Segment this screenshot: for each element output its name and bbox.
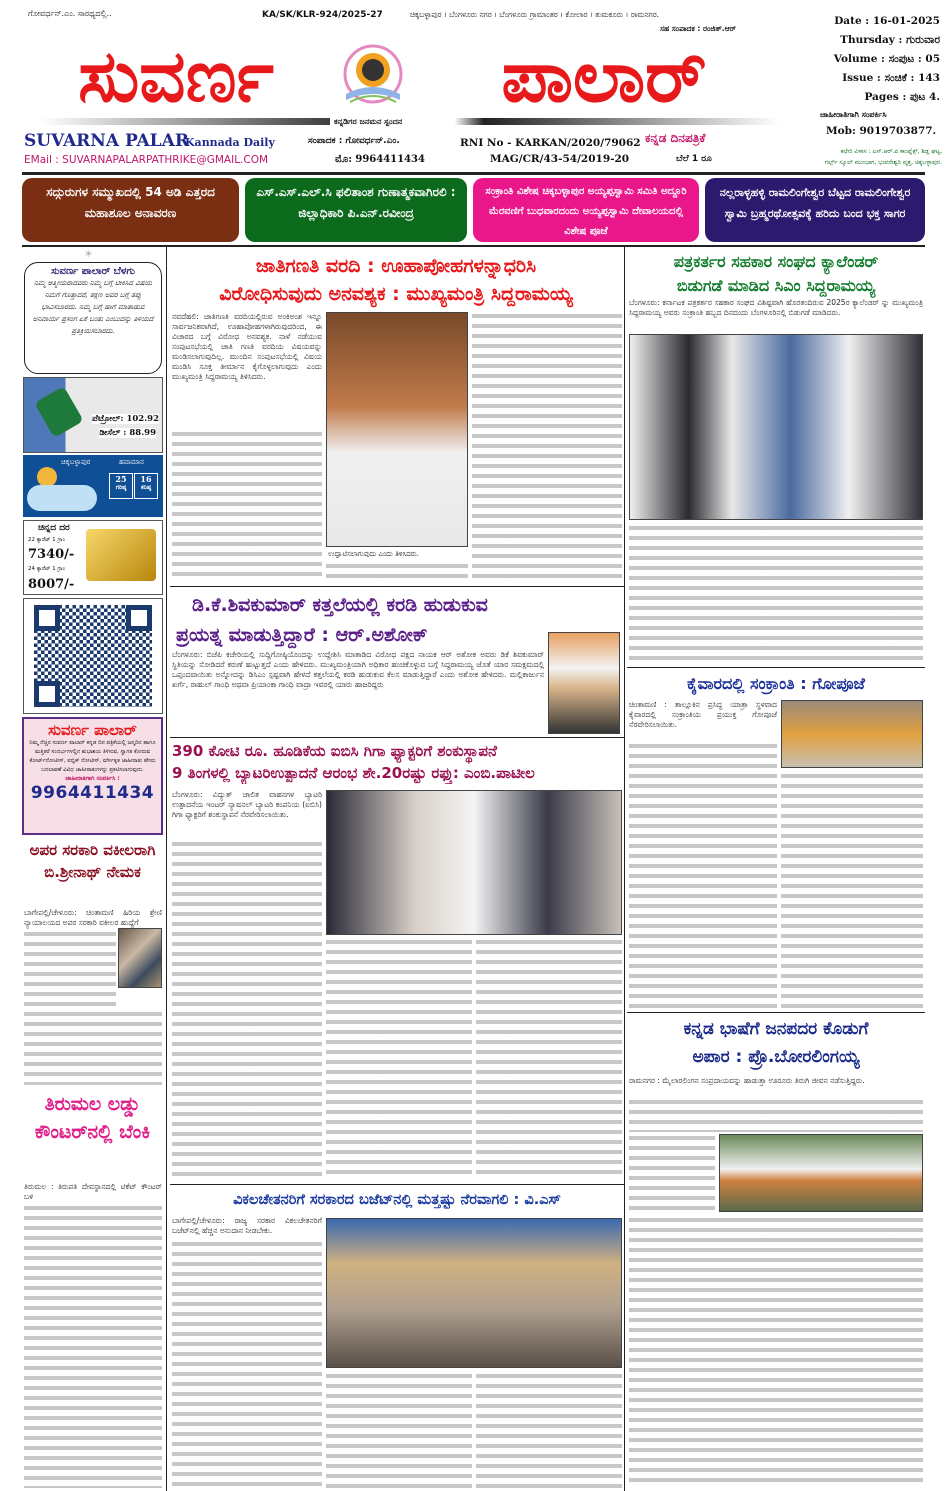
- gold-rate-box: [23, 520, 163, 595]
- article-lede: ನವದೆಹಲಿ: ಜಾತಿಗಣತಿ ವರದಿಯಲ್ಲಿರುವ ಅಂಕಿಅಂಶ ಇನ್ನೂ ಸಾರ್ವಜನಿಕವಾಗಿದೆ, ಊಹಾಪೋಹಗಳಾಗಿರುವುದರಿಂದ, ಈ ವಿಚಾರದ ಬಗ್ಗೆ ವಿರೋಧ ಅನವಶ್ಯಕ. ನಾಳೆ ನಡೆಯುವ ಸಂಪುಟಸಭೆಯಲ್ಲಿ ಜಾತಿ ಗಣತಿ ವರದಿಯ ವಿಷಯವನ್ನು ಮಂಡಿಸಲಾಗುವುದಿಲ್ಲ. ಮುಂದಿನ ಸಂಪುಟಸಭೆಯಲ್ಲಿ ವಿಷಯ ಮಂಡಿಸಿ ಸೂಕ್ತ ತೀರ್ಮಾನ ಕೈಗೊಳ್ಳಲಾಗುವುದು ಎಂದು ಮುಖ್ಯಮಂತ್ರಿ ಸಿದ್ದರಾಮಯ್ಯ ತಿಳಿಸಿದರು.: [172, 312, 322, 381]
- ads-contact-label: ಜಾಹೀರಾತಿಗಾಗಿ ಸಂಪರ್ಕಿಸಿ: [820, 110, 887, 119]
- registration-number: KA/SK/KLR-924/2025-27: [262, 10, 383, 20]
- advertisement-box: [22, 717, 163, 835]
- newspaper-logo: [336, 42, 410, 116]
- article-body-text: [781, 772, 923, 1008]
- article-headline[interactable]: [172, 740, 622, 784]
- article-body-text: [172, 1240, 322, 1488]
- story-body-text: [24, 1204, 162, 1488]
- article-body-text: [629, 1098, 923, 1132]
- divider: [170, 586, 624, 587]
- banner-story-3[interactable]: ಸಂಕ್ರಾಂತಿ ವಿಶೇಷ ಚಿಕ್ಕಬಳ್ಳಾಪುರ ಅಯ್ಯಪ್ಪಸ್ವಾಮಿ ಸಮಿತಿ ಅದ್ದೂರಿ ಮೆರವಣಿಗೆ ಬುಧವಾರದಂದು ಅಯ್ಯಪ್ಪಸ್ವಾಮಿ ದೇವಾಲಯದಲ್ಲಿ ವಿಶೇಷ ಪೂಜೆ: [473, 178, 699, 242]
- gold24-price: 8007/-: [28, 577, 75, 592]
- office-address-2: ಗರ್ಲ್ಸ್ ಸ್ಕೂಲ್ ಮುಂಭಾಗ, ಭುವನೇಶ್ವರಿ ವೃತ್ತ, ಚಿಕ್ಕಬಳ್ಳಾಪುರ.: [824, 159, 942, 166]
- article-body-text: [172, 840, 322, 1180]
- temp-max-value: 25: [115, 474, 127, 484]
- article-lede: ಚಿಂತಾಮಣಿ : ತಾಲ್ಲೂಕಿನ ಪ್ರಸಿದ್ಧ ಯಾತ್ರಾ ಸ್ಥಳವಾದ ಕೈವಾರದಲ್ಲಿ ಸಂಕ್ರಾಂತಿಯ ಪ್ರಯುಕ್ತ ಗೋಪೂಜೆ ನೆರವೇರಿಸಲಾಯಿತು.: [629, 700, 777, 729]
- article-body-text: [476, 1372, 622, 1488]
- temp-max: [109, 473, 133, 499]
- english-name: SUVARNA PALAR: [24, 131, 189, 151]
- article-body-text: [476, 938, 622, 1180]
- headline-line: ಜಾತಿಗಣತಿ ವರದಿ : ಊಹಾಪೋಹಗಳನ್ನಾಧರಿಸಿ: [255, 255, 537, 277]
- temp-max-label: ಗರಿಷ್ಠ: [115, 484, 127, 491]
- banner-story-2[interactable]: ಎಸ್.ಎಸ್.ಎಲ್.ಸಿ ಫಲಿತಾಂಶ ಗುಣಾತ್ಮಕವಾಗಿರಲಿ : ಜಿಲ್ಲಾಧಿಕಾರಿ ಪಿ.ಎನ್.ರವೀಂದ್ರ: [245, 178, 467, 242]
- mag-number: MAG/CR/43-54/2019-20: [490, 153, 630, 165]
- cloud-icon: [27, 485, 97, 511]
- event-photo: [719, 1134, 923, 1212]
- temp-min: [134, 473, 158, 499]
- article-body-text: [629, 524, 923, 664]
- banner-story-1[interactable]: ಸದ್ಗುರುಗಳ ಸಮ್ಮುಖದಲ್ಲಿ 54 ಅಡಿ ಎತ್ತರದ ಮಹಾಶೂಲ ಅನಾವರಣ: [22, 178, 239, 242]
- column-rule: [166, 247, 167, 1491]
- article-lede: ಬೆಂಗಳೂರು: ವಿದ್ಯುತ್ ಚಾಲಿತ ವಾಹನಗಳ ಬ್ಯಾಟರಿ ಉತ್ಪಾದನೆಯ ಇಂಟರ್ ನ್ಯಾಷನಲ್ ಬ್ಯಾಟರಿ ಕಂಪನಿಯ (ಐಬಿಸಿ) ಗಿಗಾ ಫ್ಯಾಕ್ಟರಿಗೆ ಶಂಕುಸ್ಥಾಪನೆ ನೆರವೇರಿಸಲಾಯಿತು.: [172, 790, 322, 819]
- fuel-nozzle-icon: [34, 386, 83, 438]
- masthead-title-right: ಪಾಲಾರ್: [501, 36, 707, 116]
- article-lede: ರಾಮನಗರ : ಮೈಲಾರಲಿಂಗನ ಸಂಪ್ರದಾಯವನ್ನು ಹಾಡುತ್ತಾ ಊರೂರು ತಿರುಗಿ ಜೀವನ ನಡೆಸುತ್ತಿದ್ದರು.: [629, 1076, 865, 1085]
- article-body-text: [326, 938, 472, 1180]
- weather-city: ಚಿಕ್ಕಬಳ್ಳಾಪುರ: [61, 458, 91, 466]
- divider: [22, 245, 925, 247]
- headline-line: ಪತ್ರಕರ್ತರ ಸಹಕಾರ ಸಂಘದ ಕ್ಯಾಲೆಂಡರ್: [673, 252, 879, 271]
- story-body-text: [24, 1010, 162, 1085]
- gold22-label: 22 ಕ್ಯಾರೆಟ್ 1 ಗ್ರಾಂ: [28, 537, 66, 543]
- fuel-price-box: [23, 377, 163, 453]
- article-body-text: [472, 312, 622, 582]
- column-rule: [624, 247, 625, 1491]
- masthead-title-left: ಸುವರ್ಣ: [78, 36, 274, 116]
- article-body-text: [629, 1134, 715, 1214]
- politician-photo: [548, 632, 620, 734]
- temp-min-value: 16: [140, 474, 152, 484]
- patron-line: ಗೋವರ್ಧನ್.ಎಂ. ಸಾರಥ್ಯದಲ್ಲಿ..: [28, 9, 112, 18]
- divider: [170, 1184, 624, 1185]
- headline-line: ಡಿ.ಕೆ.ಶಿವಕುಮಾರ್ ಕತ್ತಲೆಯಲ್ಲಿ ಕರಡಿ ಹುಡುಕುವ: [192, 594, 488, 616]
- quote-box: [24, 262, 162, 374]
- portrait-photo: [118, 928, 162, 988]
- quote-title: ಸುವರ್ಣ ಪಾಲಾರ್ ಬೆಳಗು: [51, 266, 135, 277]
- email: EMail : SUVARNAPALARPATHRIKE@GMAIL.COM: [24, 154, 269, 166]
- article-body-text: [326, 562, 468, 582]
- lead-headline[interactable]: [170, 252, 622, 308]
- photo-caption: ಉದ್ಘಾಟಿಸಲಾಗುವುದು ಎಂದು ತಿಳಿಸಿದರು.: [328, 550, 419, 558]
- divider: [627, 1012, 925, 1013]
- chief-minister-photo: [326, 312, 468, 547]
- ad-phone: 9964411434: [30, 783, 155, 803]
- divider: [627, 667, 925, 668]
- story-headline[interactable]: ತಿರುಮಲ ಲಡ್ಡು ಕೌಂಟರ್‌ನಲ್ಲಿ ಬೆಂಕಿ: [34, 1093, 151, 1143]
- issue-info: [800, 12, 940, 107]
- article-body-text: [172, 430, 322, 580]
- english-subtitle: Kannada Daily: [185, 136, 275, 149]
- divider: [170, 737, 624, 738]
- quote-text: ನಿಮ್ಮ ಆತ್ಮೀಯರಾದವರು ನಿಮ್ಮ ಬಗ್ಗೆ ಟೀಕಿಸಿದ ವಿಷಯ ನಿಮಗೆ ಗೊತ್ತಾದರೆ, ತಕ್ಷಣ ಅವರ ಬಗ್ಗೆ ತಪ್ಪು ಭಾವಿಸಬಾರದು. ನಿಮ್ಮ ಬಗ್ಗೆ ಹಾಗೆ ಮಾತಾಡುವ ಅನಿವಾರ್ಯ ಪ್ರಸಂಗ ಏಕೆ ಬಂತು ಎಂಬುದನ್ನು ತಿಳಿಯದೆ ಪ್ರತಿಕ್ರಿಯಿಸಬಾರದು.: [32, 279, 154, 335]
- temp-min-label: ಕನಿಷ್ಠ: [140, 484, 152, 491]
- daily-label: ಕನ್ನಡ ದಿನಪತ್ರಿಕೆ: [645, 131, 706, 145]
- gold-title: ಚಿನ್ನದ ದರ: [38, 523, 70, 533]
- headline-line: ಕನ್ನಡ ಭಾಷೆಗೆ ಜನಪದರ ಕೊಡುಗೆ: [683, 1019, 869, 1039]
- price: ಬೆಲೆ 1 ರೂ: [676, 154, 712, 164]
- headline-line: ಅಪಾರ : ಪ್ರೊ.ಬೋರಲಿಂಗಯ್ಯ: [692, 1047, 860, 1067]
- story-lede: ಬಾಗೇಪಲ್ಲಿ/ಚೇಳೂರು: ಚಿಂತಾಮಣಿ ಹಿರಿಯ ಶ್ರೇಣಿ ನ್ಯಾಯಾಲಯದ ಅಪರ ಸರಕಾರಿ ವಕೀಲರ ಹುದ್ದೆಗೆ: [24, 908, 162, 927]
- pages: Pages : ಪುಟ 4.: [864, 91, 940, 103]
- article-lede: ಬಾಗೇಪಲ್ಲಿ/ಚೇಳೂರು: ರಾಜ್ಯ ಸರಕಾರ ವಿಕಲಚೇತನರಿಗೆ ಬಜೆಟ್‌ನಲ್ಲಿ ಹೆಚ್ಚಿನ ಅನುದಾನ ನೀಡಬೇಕು.: [172, 1216, 322, 1235]
- volume: Volume : ಸಂಪುಟ : 05: [833, 53, 940, 65]
- ad-contact-label: ಜಾಹೀರಾತಿಗಾಗಿ ಸಂಪರ್ಕಿಸಿ :: [65, 775, 120, 782]
- weather-label: ಹವಾಮಾನ: [119, 458, 144, 466]
- diesel-price: ಡೀಸೆಲ್ : 88.99: [99, 428, 156, 438]
- masthead-divider: [40, 118, 780, 125]
- story-lede: ತಿರುಮಲ : ತಿರುಪತಿ ದೇವಸ್ಥಾನದಲ್ಲಿ ಟಿಕೆಟ್ ಕೌಂಟರ್ ಬಳಿ: [24, 1182, 162, 1201]
- article-lede: ಬೆಂಗಳೂರು: ಕರ್ನಾಟಕ ಪತ್ರಕರ್ತರ ಸಹಕಾರ ಸಂಘದ ವಿಶಿಷ್ಟವಾಗಿ ಹೊರತಂದಿರುವ 2025ರ ಕ್ಯಾಲೆಂಡರ್ ನ್ನು ಮುಖ್ಯಮಂತ್ರಿ ಸಿದ್ದರಾಮಯ್ಯ ಅವರು ಸಂಕ್ರಾಂತಿ ಹಬ್ಬದ ದಿನದಂದು ಬೆಂಗಳೂರಿನಲ್ಲಿ ಬಿಡುಗಡೆ ಮಾಡಿದರು.: [629, 298, 923, 317]
- office-address-1: ಕಛೇರಿ ವಿಳಾಸ : ಎಸ್.ಆರ್.ಪಿ ಕಾಂಪ್ಲೆಕ್ಸ್, ಶಿಡ್ಲ ಘಟ್ಟ,: [840, 148, 942, 155]
- day: Thursday : ಗುರುವಾರ: [840, 34, 940, 46]
- headline-line: 9 ತಿಂಗಳಲ್ಲಿ ಬ್ಯಾಟರಿಉತ್ಪಾದನೆ ಆರಂಭ ಶೇ.20ರಷ್ಟು ರಫ್ತು: ಎಂಬಿ.ಪಾಟೀಲ: [172, 764, 535, 782]
- article-lede: ಬೆಂಗಳೂರು: ಬಿಜೆಪಿ ಕಚೇರಿಯಲ್ಲಿ ಸುದ್ದಿಗೋಷ್ಠಿಯೊಂದನ್ನು ಉದ್ದೇಶಿಸಿ ಮಾತಾಡಿದ ವಿರೋಧ ಪಕ್ಷದ ನಾಯಕ ಆರ್ ಅಶೋಕ ಅವರು ಡಿಕೆ ಶಿವಕುಮಾರ್ ಸ್ಥಿತಿಯನ್ನು ನೋಡಿದರೆ ಕರುಣೆ ಹುಟ್ಟುತ್ತದೆ ಎಂದು ಹೇಳಿದರು. ಮುಖ್ಯಮಂತ್ರಿಯಾಗಿ ಅಧಿಕಾರ ಹಂಚಿಕೊಳ್ಳುವ ಬಗ್ಗೆ ಸಿದ್ದರಾಮಯ್ಯ ಜೊತೆ ಯಾರ ಸಮಕ್ಷಮದಲ್ಲಿ ಒಪ್ಪಂದವಾಯಿತು ಅನ್ನೋದನ್ನು ಡಿಸಿಎಂ ಸ್ಪಷ್ಟವಾಗಿ ಹೇಳದೆ ಕತ್ತಲೆಯಲ್ಲಿ ಕರಡಿ ಹುಡುಕುವ ಕೆಲಸ ಮಾಡುತ್ತಿದ್ದಾರೆ ಎಂದು ಅಶೋಕ ಹೇಳಿದರು. ಮಲ್ಲಿಕಾರ್ಜುನ ಖರ್ಗೆ, ರಾಹುಲ್ ಗಾಂಧಿ ಅಥವಾ ಪ್ರಿಯಾಂಕಾ ಗಾಂಧಿ ವಾದ್ರಾ ಇವರಲ್ಲಿ ಯಾರು ಹಾಜರಿದ್ದರು: [172, 650, 544, 689]
- ad-title: ಸುವರ್ಣ ಪಾಲಾರ್: [48, 721, 137, 739]
- banner-story-4[interactable]: ನಲ್ಲರಾಳ್ಳಹಳ್ಳಿ ರಾಮಲಿಂಗೇಶ್ವರ ಬೆಟ್ಟದ ರಾಮಲಿಂಗೇಶ್ವರ ಸ್ವಾಮಿ ಬ್ರಹ್ಮರಥೋತ್ಸವಕ್ಕೆ ಹರಿದು ಬಂದ ಭಕ್ತ ಸಾಗರ: [705, 178, 925, 242]
- headline-line: ಬಿಡುಗಡೆ ಮಾಡಿದ ಸಿಎಂ ಸಿದ್ದರಾಮಯ್ಯ: [676, 276, 876, 295]
- article-body-text: [629, 1216, 923, 1488]
- gold24-label: 24 ಕ್ಯಾರೆಟ್ 1 ಗ್ರಾಂ: [28, 566, 66, 572]
- article-body-text: [629, 742, 777, 1008]
- calendar-release-photo: [629, 334, 923, 520]
- factory-ceremony-photo: [326, 790, 622, 935]
- rni-number: RNI No - KARKAN/2020/79062: [460, 137, 641, 149]
- headline-line: 390 ಕೋಟಿ ರೂ. ಹೂಡಿಕೆಯ ಐಬಿಸಿ ಗಿಗಾ ಫ್ಯಾಕ್ಟರಿಗೆ ಶಂಕುಸ್ಥಾಪನೆ: [172, 742, 497, 760]
- editor: ಸಂಪಾದಕ : ಗೋವರ್ಧನ್.ಎಂ.: [308, 136, 400, 146]
- district-list: ಚಿಕ್ಕಬಳ್ಳಾಪುರ । ಬೆಂಗಳೂರು ನಗರ । ಬೆಂಗಳೂರು ಗ್ರಾಮಾಂತರ । ಕೋಲಾರ । ತುಮಕೂರು । ರಾಮನಗರ.: [410, 10, 660, 19]
- gold22-price: 7340/-: [28, 547, 75, 562]
- editor-phone: ಮೊ: 9964411434: [335, 154, 425, 165]
- gold-bars-icon: [86, 529, 156, 581]
- article-headline[interactable]: ಕೈವಾರದಲ್ಲಿ ಸಂಕ್ರಾಂತಿ : ಗೋಪೂಜೆ: [687, 674, 865, 693]
- headline-line: ಪ್ರಯತ್ನ ಮಾಡುತ್ತಿದ್ದಾರೆ : ಆರ್.ಅಶೋಕ್: [176, 624, 428, 646]
- co-editor: ಸಹ ಸಂಪಾದಕ : ರಂಜಿತ್.ಆರ್: [660, 24, 736, 33]
- article-headline[interactable]: ವಿಕಲಚೇತನರಿಗೆ ಸರಕಾರದ ಬಜೆಟ್‌ನಲ್ಲಿ ಮತ್ತಷ್ಟು ನೆರವಾಗಲಿ : ವಿ.ಎಸ್: [233, 1192, 561, 1208]
- article-headline[interactable]: [627, 250, 925, 298]
- qr-code[interactable]: [23, 598, 163, 714]
- article-body-text: [326, 1372, 472, 1488]
- sun-icon: [37, 467, 57, 487]
- story-headline[interactable]: ಅಪರ ಸರಕಾರಿ ವಕೀಲರಾಗಿ ಬಿ.ಶ್ರೀನಾಥ್ ನೇಮಕ: [29, 841, 156, 881]
- headline-line: ವಿರೋಧಿಸುವುದು ಅನವಶ್ಯಕ : ಮುಖ್ಯಮಂತ್ರಿ ಸಿದ್ದರಾಮಯ್ಯ: [219, 283, 573, 305]
- sun-ornament-icon: ☀: [84, 249, 93, 260]
- divider: [22, 172, 925, 175]
- meeting-photo: [326, 1218, 622, 1368]
- mobile: Mob: 9019703877.: [826, 125, 937, 137]
- date: Date : 16-01-2025: [834, 15, 940, 27]
- weather-box: [23, 455, 163, 517]
- tagline: ಕನ್ನಡಿಗರ ಜನಮನ ಸ್ಪಂದನ: [330, 117, 406, 127]
- ad-text: ನಿಮ್ಮ ನೆಚ್ಚಿನ ಸುವರ್ಣ ಪಾಲಾರ್ ಕನ್ನಡ ದಿನ ಪತ್ರಿಕೆಯಲ್ಲಿ ಜನ್ಮದಿನ ಹಾಗೂ ಮತ್ತಿತರೆ ಸಂದರ್ಭಗಳಲ್ಲಿನ ಶುಭಾಶಯ ತಿಳಿಸುವ, ಸ್ವಾಗತ ಕೋರುವ ಕೋರ್ಟ್‌ನೋಟೀಸ್, ಪಬ್ಲಿಕ್ ನೋಟೀಸ್, ವರ್ಗೀಕೃತ ಜಾಹೀರಾತು ಹೆಸರು ಬದಲಾವಣೆ ವಿವಿಧ ಜಾಹೀರಾತುಗಳನ್ನು ಪ್ರಕಟಿಸಲಾಗುವುದು.: [29, 740, 156, 773]
- gopuja-photo: [781, 700, 923, 768]
- issue: Issue : ಸಂಚಿಕೆ : 143: [842, 72, 940, 84]
- petrol-price: ಪೆಟ್ರೋಲ್: 102.92: [92, 414, 159, 424]
- story-body-text: [24, 930, 116, 1010]
- article-headline[interactable]: [627, 1015, 925, 1071]
